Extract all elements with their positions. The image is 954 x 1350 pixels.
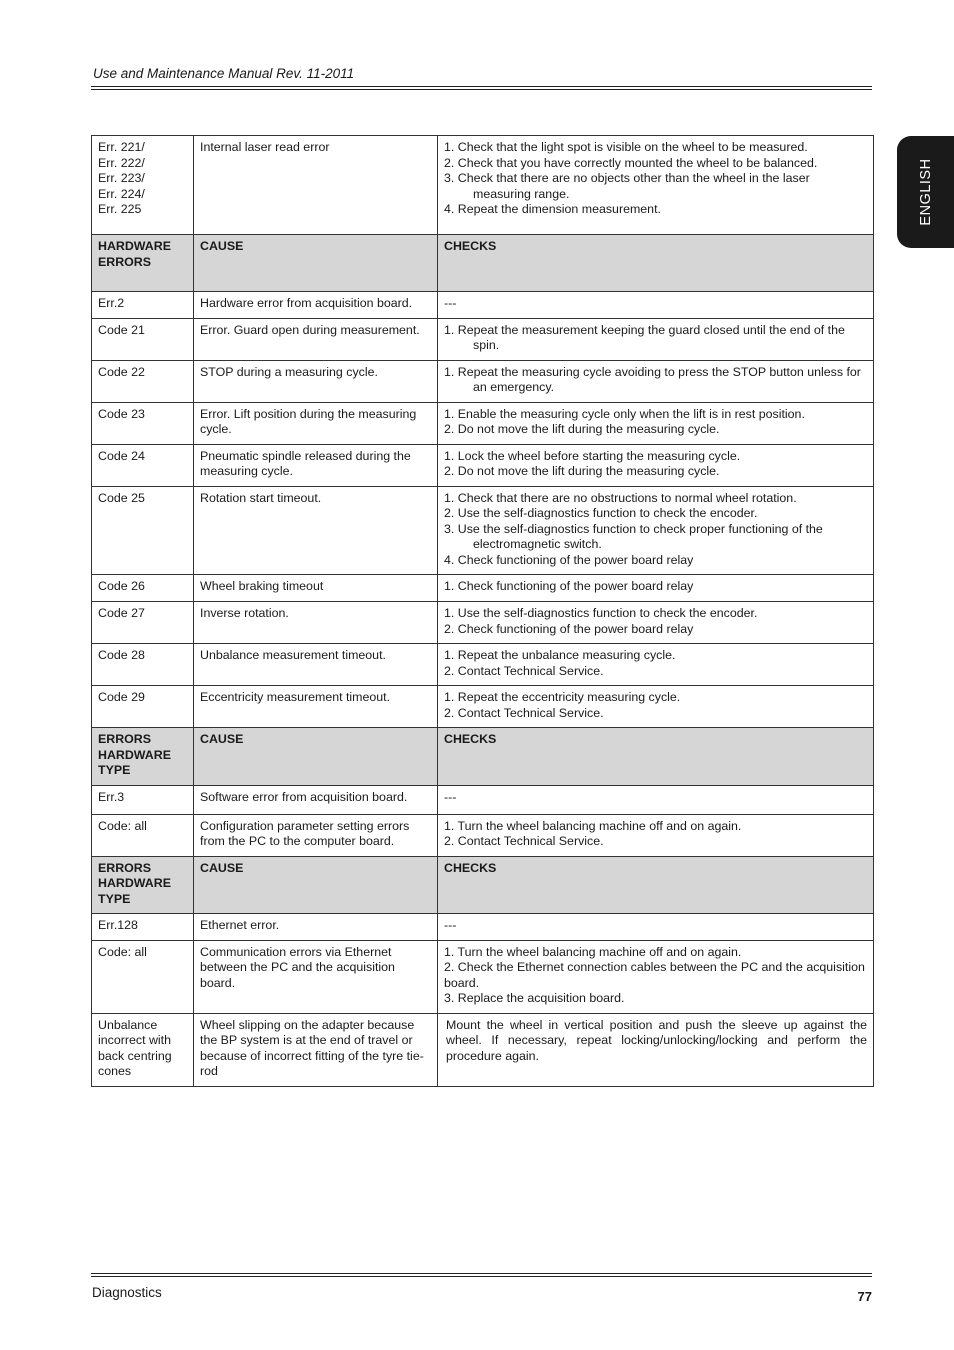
- check-step: 1. Repeat the measurement keeping the guard closed until the end of the spin.: [444, 322, 845, 352]
- error-code-cell: [92, 575, 194, 602]
- check-step: ---: [444, 296, 457, 310]
- check-step: 3. Replace the acquisition board.: [444, 991, 625, 1005]
- checks-cell: [438, 602, 874, 644]
- check-step: 2. Use the self-diagnostics function to check the encoder.: [444, 506, 758, 520]
- table-section-header: [92, 728, 874, 786]
- cause-cell: Rotation start timeout.: [194, 486, 438, 575]
- cause-cell: Wheel braking timeout: [194, 575, 438, 602]
- cause-header: CAUSE: [194, 728, 438, 786]
- check-step: 1. Check that the light spot is visible on the wheel to be measured.: [444, 140, 808, 154]
- checks-cell: [438, 292, 874, 319]
- check-step: 4. Repeat the dimension measurement.: [444, 202, 661, 216]
- check-step: 2. Contact Technical Service.: [444, 705, 604, 720]
- table-row: [92, 486, 874, 575]
- footer-rule-secondary: [91, 1276, 872, 1277]
- page-number: 77: [857, 1289, 872, 1304]
- error-code-cell: [92, 402, 194, 444]
- error-code: Err.3: [98, 789, 125, 804]
- table-row: [92, 136, 874, 235]
- error-code: Code 25: [98, 490, 145, 505]
- table-row: [92, 940, 874, 1013]
- table-row: [92, 814, 874, 856]
- cause-cell: Software error from acquisition board.: [194, 785, 438, 814]
- error-table: [91, 135, 874, 1087]
- error-code: Err.128: [98, 918, 138, 932]
- checks-header: [438, 235, 874, 292]
- section-title: HARDWARE ERRORS: [98, 239, 171, 269]
- check-step: 1. Repeat the measuring cycle avoiding to press the STOP button unless for an emergency.: [444, 364, 861, 394]
- table-row: [92, 402, 874, 444]
- check-step: ---: [444, 918, 457, 932]
- check-step: 2. Contact Technical Service.: [444, 834, 604, 848]
- checks-cell: [438, 486, 874, 575]
- check-step: 2. Contact Technical Service.: [444, 663, 604, 678]
- checks-cell: [438, 686, 874, 728]
- cause-cell: Communication errors via Ethernet between the PC and the acquisition board.: [194, 940, 438, 1013]
- check-step: 3. Use the self-diagnostics function to check proper functioning of the electromagnetic switch.: [444, 521, 823, 551]
- table-row: [92, 292, 874, 319]
- manual-title: Use and Maintenance Manual Rev. 11-2011: [93, 66, 355, 81]
- table-row: [92, 360, 874, 402]
- error-code: Code: all: [98, 944, 147, 959]
- table-row: [92, 444, 874, 486]
- check-step: 1. Check functioning of the power board relay: [444, 579, 694, 593]
- language-tab-label: ENGLISH: [917, 158, 934, 226]
- table-row: [92, 686, 874, 728]
- checks-cell: [438, 814, 874, 856]
- table-section-header: [92, 856, 874, 914]
- cause-cell: Ethernet error.: [194, 914, 438, 941]
- error-table-body: [92, 136, 874, 1087]
- check-step: Mount the wheel in vertical position and push the sleeve up against the wheel. If necessary, repeat locking/unlocking/locking and perform the procedure again.: [446, 1017, 867, 1063]
- checks-cell: [438, 402, 874, 444]
- table-row: [92, 914, 874, 941]
- language-tab: [897, 136, 954, 248]
- checks-header: [438, 856, 874, 914]
- error-code-cell: [92, 914, 194, 941]
- cause-cell: Error. Guard open during measurement.: [194, 318, 438, 360]
- checks-title: CHECKS: [444, 239, 497, 253]
- error-code-cell: [92, 292, 194, 319]
- checks-cell: [438, 136, 874, 235]
- error-code: Code 24: [98, 448, 145, 463]
- error-code-cell: [92, 785, 194, 814]
- cause-cell: Eccentricity measurement timeout.: [194, 686, 438, 728]
- checks-cell: [438, 1013, 874, 1086]
- check-step: ---: [444, 789, 457, 804]
- section-title-cell: [92, 235, 194, 292]
- checks-cell: [438, 940, 874, 1013]
- cause-header: CAUSE: [194, 856, 438, 914]
- section-title-cell: [92, 856, 194, 914]
- check-step: 4. Check functioning of the power board relay: [444, 552, 694, 567]
- error-code-cell: [92, 602, 194, 644]
- error-code: Code 27: [98, 606, 145, 620]
- error-code: Code 26: [98, 579, 145, 593]
- error-code-cell: [92, 686, 194, 728]
- cause-cell: Error. Lift position during the measuring cycle.: [194, 402, 438, 444]
- error-code: Err. 221/: [98, 140, 145, 154]
- check-step: 1. Repeat the eccentricity measuring cycle.: [444, 690, 681, 704]
- check-step: 1. Enable the measuring cycle only when the lift is in rest position.: [444, 406, 805, 421]
- error-code: Code: all: [98, 818, 147, 833]
- error-code-cell: [92, 814, 194, 856]
- error-code: Code 23: [98, 406, 145, 421]
- error-code: Code 21: [98, 322, 145, 337]
- error-code: Err.2: [98, 296, 125, 310]
- cause-cell: Hardware error from acquisition board.: [194, 292, 438, 319]
- cause-cell: STOP during a measuring cycle.: [194, 360, 438, 402]
- checks-cell: [438, 644, 874, 686]
- section-title: ERRORS HARDWARE TYPE: [98, 732, 171, 777]
- check-step: 1. Use the self-diagnostics function to check the encoder.: [444, 606, 758, 620]
- error-code-cell: [92, 644, 194, 686]
- header-rule-secondary: [91, 89, 872, 90]
- error-code-cell: [92, 360, 194, 402]
- footer-section-label: Diagnostics: [92, 1285, 162, 1300]
- check-step: 1. Check that there are no obstructions to normal wheel rotation.: [444, 490, 797, 505]
- table-section-header: [92, 235, 874, 292]
- header-rule: [91, 86, 872, 87]
- check-step: 1. Turn the wheel balancing machine off and on again.: [444, 944, 742, 959]
- check-step: 1. Turn the wheel balancing machine off and on again.: [444, 818, 742, 833]
- checks-cell: [438, 575, 874, 602]
- check-step: 2. Check that you have correctly mounted the wheel to be balanced.: [444, 155, 818, 170]
- cause-cell: Pneumatic spindle released during the measuring cycle.: [194, 444, 438, 486]
- section-title-cell: [92, 728, 194, 786]
- table-row: [92, 318, 874, 360]
- check-step: 1. Repeat the unbalance measuring cycle.: [444, 648, 676, 662]
- error-code: Err. 224/: [98, 186, 145, 201]
- cause-header: CAUSE: [194, 235, 438, 292]
- checks-cell: [438, 785, 874, 814]
- check-step: 2. Check functioning of the power board relay: [444, 621, 694, 636]
- check-step: 1. Lock the wheel before starting the measuring cycle.: [444, 448, 741, 463]
- check-step: 2. Check the Ethernet connection cables between the PC and the acquisition board.: [444, 960, 865, 990]
- error-code: Err. 222/: [98, 155, 145, 170]
- error-code-cell: [92, 136, 194, 235]
- checks-header: [438, 728, 874, 786]
- error-code: Err. 225: [98, 202, 142, 216]
- cause-cell: Inverse rotation.: [194, 602, 438, 644]
- checks-cell: [438, 914, 874, 941]
- table-row: [92, 602, 874, 644]
- error-code-cell: [92, 444, 194, 486]
- check-step: 3. Check that there are no objects other than the wheel in the laser measuring range.: [444, 171, 810, 201]
- error-code: Unbalance incorrect with back centring cones: [98, 1017, 172, 1078]
- checks-cell: [438, 318, 874, 360]
- cause-cell: Internal laser read error: [194, 136, 438, 235]
- check-step: 2. Do not move the lift during the measuring cycle.: [444, 464, 720, 478]
- table-row: [92, 575, 874, 602]
- error-code-cell: [92, 940, 194, 1013]
- checks-cell: [438, 360, 874, 402]
- cause-cell: Wheel slipping on the adapter because the BP system is at the end of travel or because of incorrect fitting of the tyre tie-rod: [194, 1013, 438, 1086]
- checks-cell: [438, 444, 874, 486]
- table-row: [92, 644, 874, 686]
- error-code: Code 22: [98, 364, 145, 379]
- table-row: [92, 1013, 874, 1086]
- table-row: [92, 785, 874, 814]
- cause-cell: Configuration parameter setting errors from the PC to the computer board.: [194, 814, 438, 856]
- error-code-cell: [92, 1013, 194, 1086]
- footer-rule: [91, 1273, 872, 1274]
- error-code: Err. 223/: [98, 171, 145, 185]
- checks-title: CHECKS: [444, 860, 497, 875]
- cause-cell: Unbalance measurement timeout.: [194, 644, 438, 686]
- error-code: Code 28: [98, 648, 145, 662]
- section-title: ERRORS HARDWARE TYPE: [98, 860, 171, 906]
- error-code-cell: [92, 318, 194, 360]
- check-step: 2. Do not move the lift during the measuring cycle.: [444, 422, 720, 436]
- error-code: Code 29: [98, 690, 145, 704]
- checks-title: CHECKS: [444, 732, 497, 746]
- error-code-cell: [92, 486, 194, 575]
